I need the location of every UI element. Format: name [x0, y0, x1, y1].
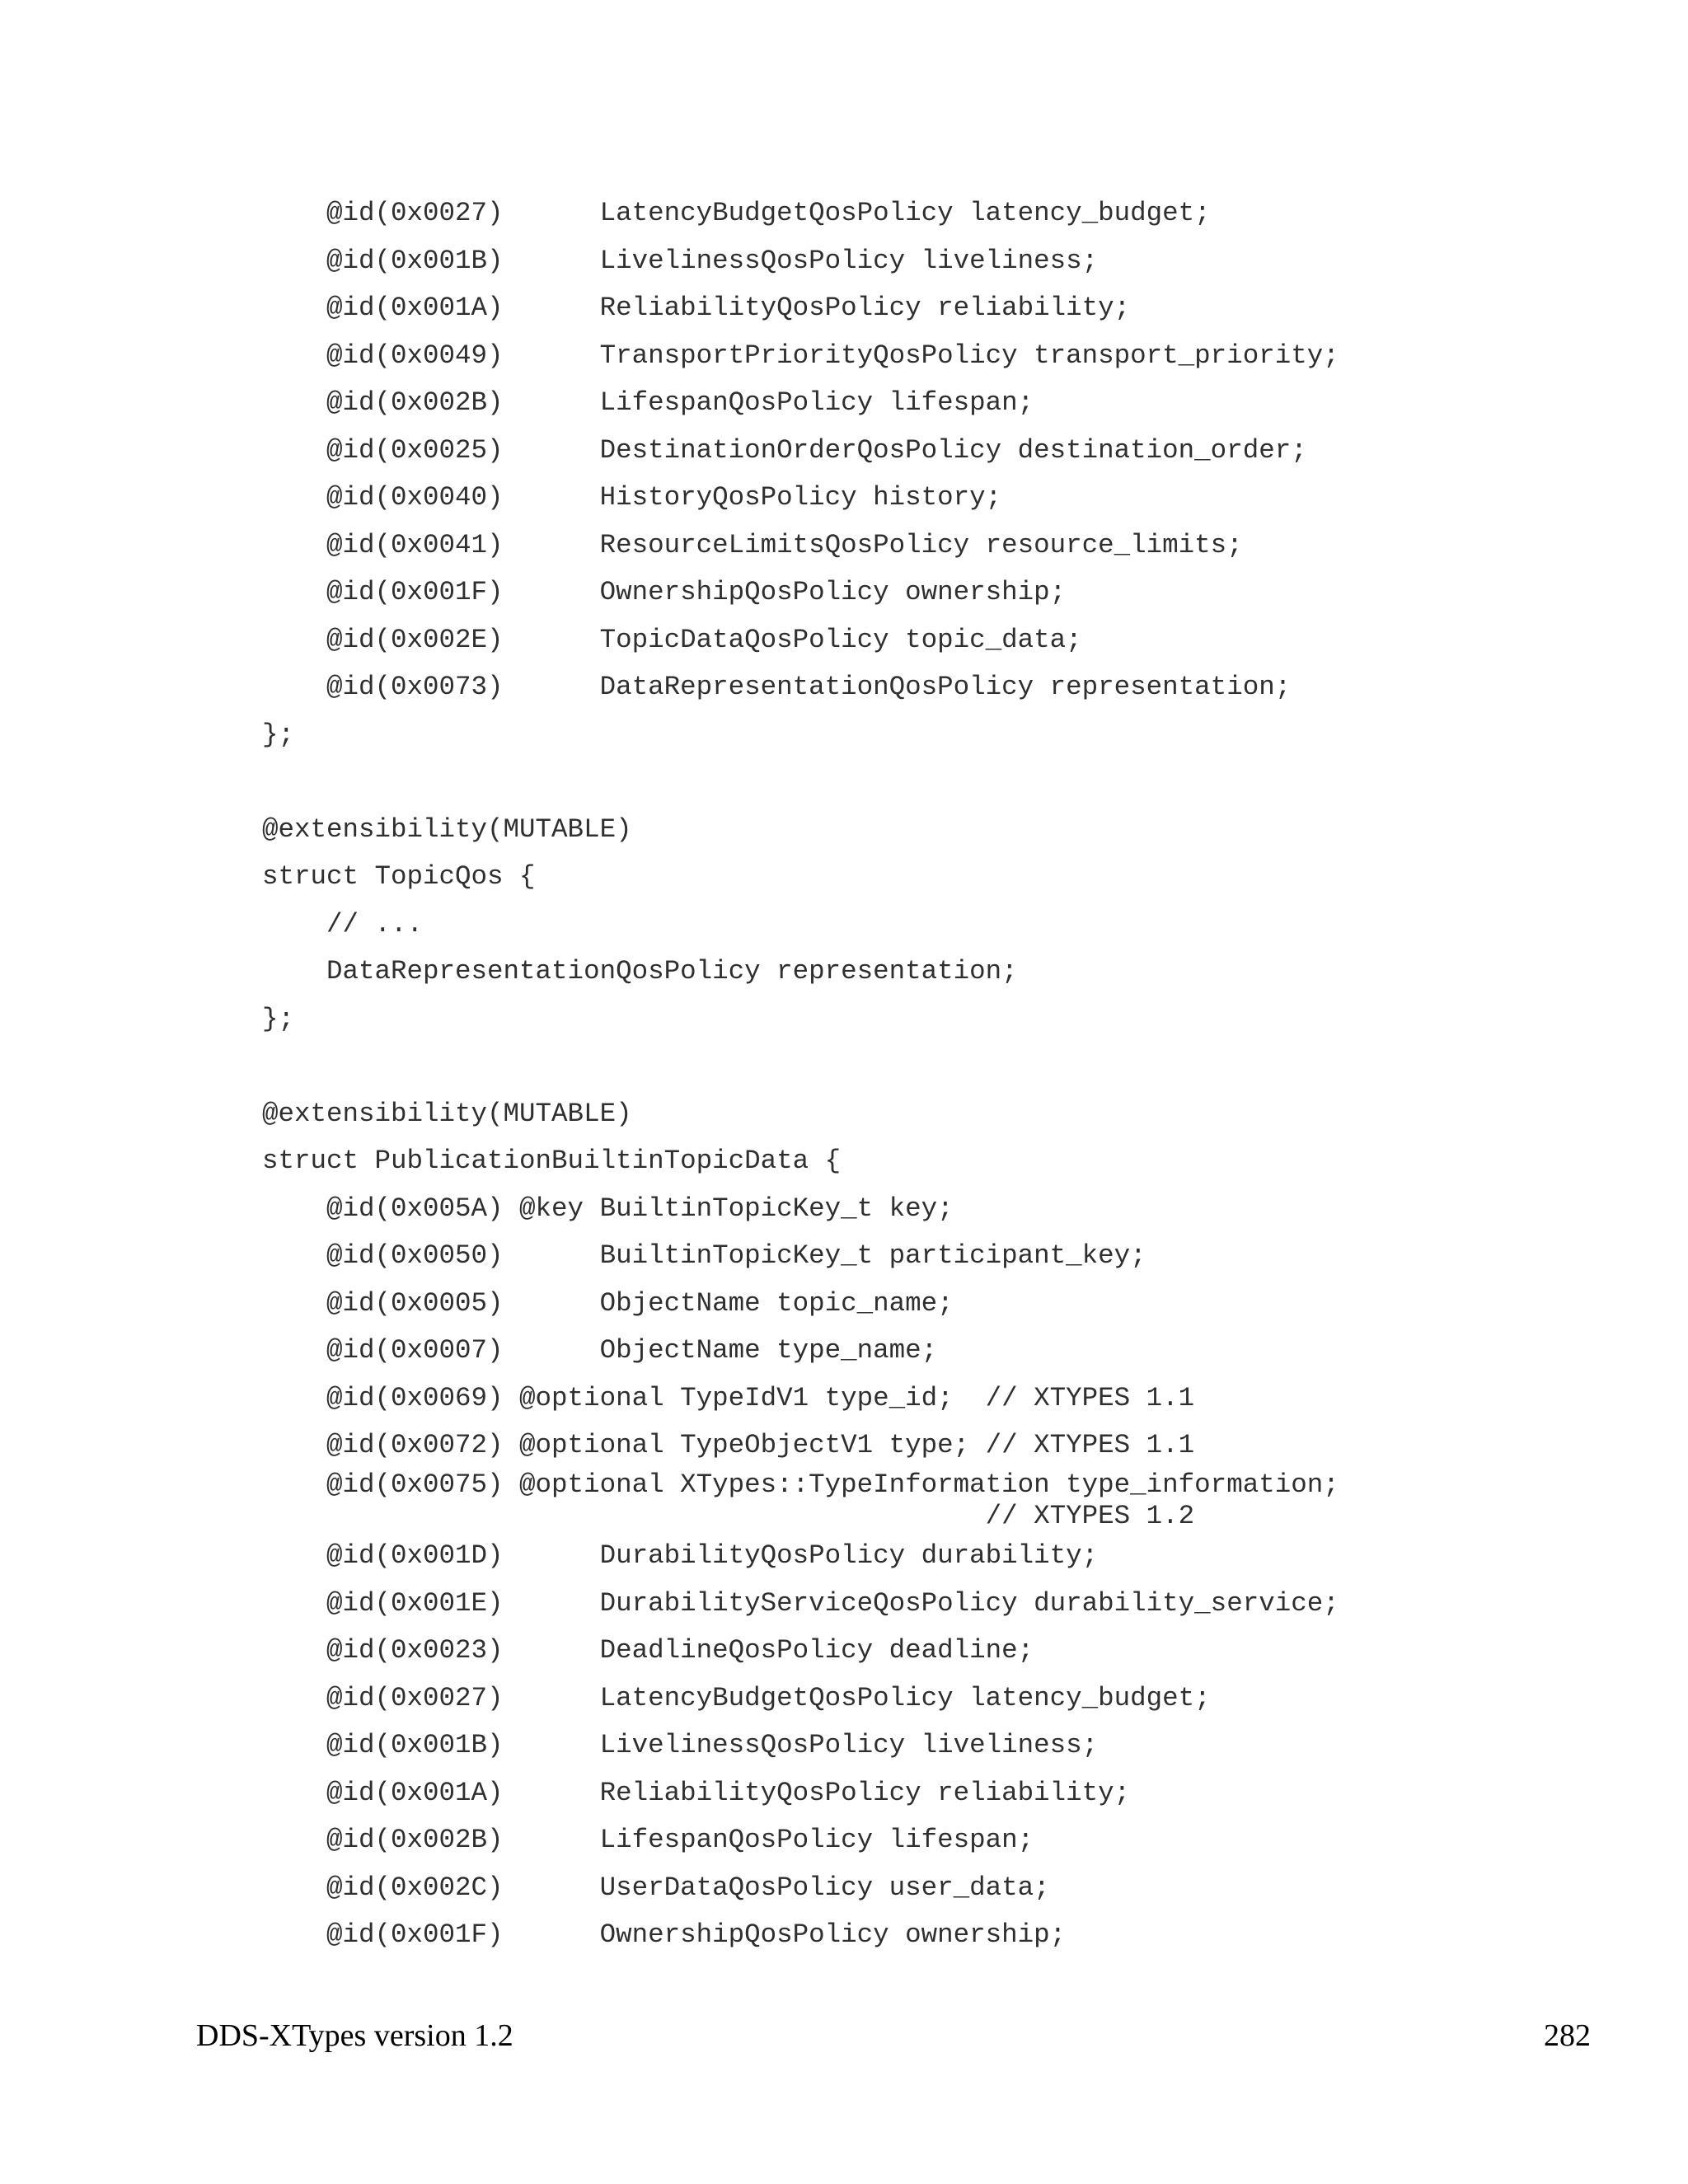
blank-line [262, 1043, 1630, 1090]
code-line: @id(0x0069) @optional TypeIdV1 type_id; // XTYPES 1.1 [262, 1382, 1195, 1413]
blank-line [262, 758, 1630, 806]
page-footer [196, 2011, 1591, 2060]
code-line: @id(0x002B) LifespanQosPolicy lifespan; [262, 387, 1034, 418]
code-line: @id(0x001F) OwnershipQosPolicy ownership; [262, 577, 1067, 607]
code-line: @id(0x001F) OwnershipQosPolicy ownership; [262, 1919, 1067, 1950]
code-line: @id(0x002E) TopicDataQosPolicy topic_data; [262, 624, 1082, 655]
code-line: DataRepresentationQosPolicy representation; [262, 956, 1018, 987]
code-line: @id(0x001A) ReliabilityQosPolicy reliability; [262, 293, 1131, 323]
page-number: 282 [1544, 2018, 1591, 2053]
code-line: @id(0x0041) ResourceLimitsQosPolicy resource_limits; [262, 529, 1243, 560]
code-line-wrapped: @id(0x0075) @optional XTypes::TypeInformation type_information; // XTYPES 1.2 [326, 1469, 1339, 1531]
code-line: @id(0x001D) DurabilityQosPolicy durability; [262, 1540, 1099, 1571]
code-line: @id(0x0007) ObjectName type_name; [262, 1335, 938, 1366]
code-line: struct PublicationBuiltinTopicData { [262, 1146, 842, 1176]
code-line: // ... [262, 908, 424, 940]
code-line: @id(0x002B) LifespanQosPolicy lifespan; [262, 1825, 1034, 1855]
code-line: struct TopicQos { [262, 861, 536, 892]
code-line: @id(0x0072) @optional TypeObjectV1 type; // XTYPES 1.1 [262, 1430, 1195, 1460]
code-line: @extensibility(MUTABLE) [262, 813, 632, 845]
code-line: @id(0x002C) UserDataQosPolicy user_data; [262, 1872, 1050, 1903]
code-line: }; [262, 1003, 295, 1034]
code-line: }; [262, 719, 295, 750]
footer-document-title: DDS-XTypes version 1.2 [196, 2018, 513, 2053]
code-line: @id(0x0023) DeadlineQosPolicy deadline; [262, 1635, 1034, 1666]
code-line: @extensibility(MUTABLE) [262, 1098, 632, 1129]
code-listing [262, 190, 1630, 1959]
code-line: @id(0x0025) DestinationOrderQosPolicy destination_order; [262, 434, 1307, 466]
code-line: @id(0x0027) LatencyBudgetQosPolicy latency_budget; [262, 1682, 1211, 1713]
code-line: @id(0x0073) DataRepresentationQosPolicy representation; [262, 672, 1292, 702]
code-line: @id(0x0005) ObjectName topic_name; [262, 1287, 954, 1319]
code-line: @id(0x001B) LivelinessQosPolicy liveliness; [262, 1730, 1099, 1760]
code-line: @id(0x001A) ReliabilityQosPolicy reliability; [262, 1777, 1131, 1808]
code-line: @id(0x0040) HistoryQosPolicy history; [262, 482, 1002, 513]
code-line: @id(0x0050) BuiltinTopicKey_t participant_key; [262, 1240, 1146, 1271]
code-line: @id(0x0049) TransportPriorityQosPolicy transport_priority; [262, 340, 1339, 371]
code-line: @id(0x005A) @key BuiltinTopicKey_t key; [262, 1193, 954, 1224]
code-line: @id(0x001B) LivelinessQosPolicy liveliness; [262, 245, 1099, 276]
code-line: @id(0x0027) LatencyBudgetQosPolicy latency_budget; [262, 198, 1211, 228]
code-line: @id(0x001E) DurabilityServiceQosPolicy durability_service; [262, 1587, 1339, 1619]
